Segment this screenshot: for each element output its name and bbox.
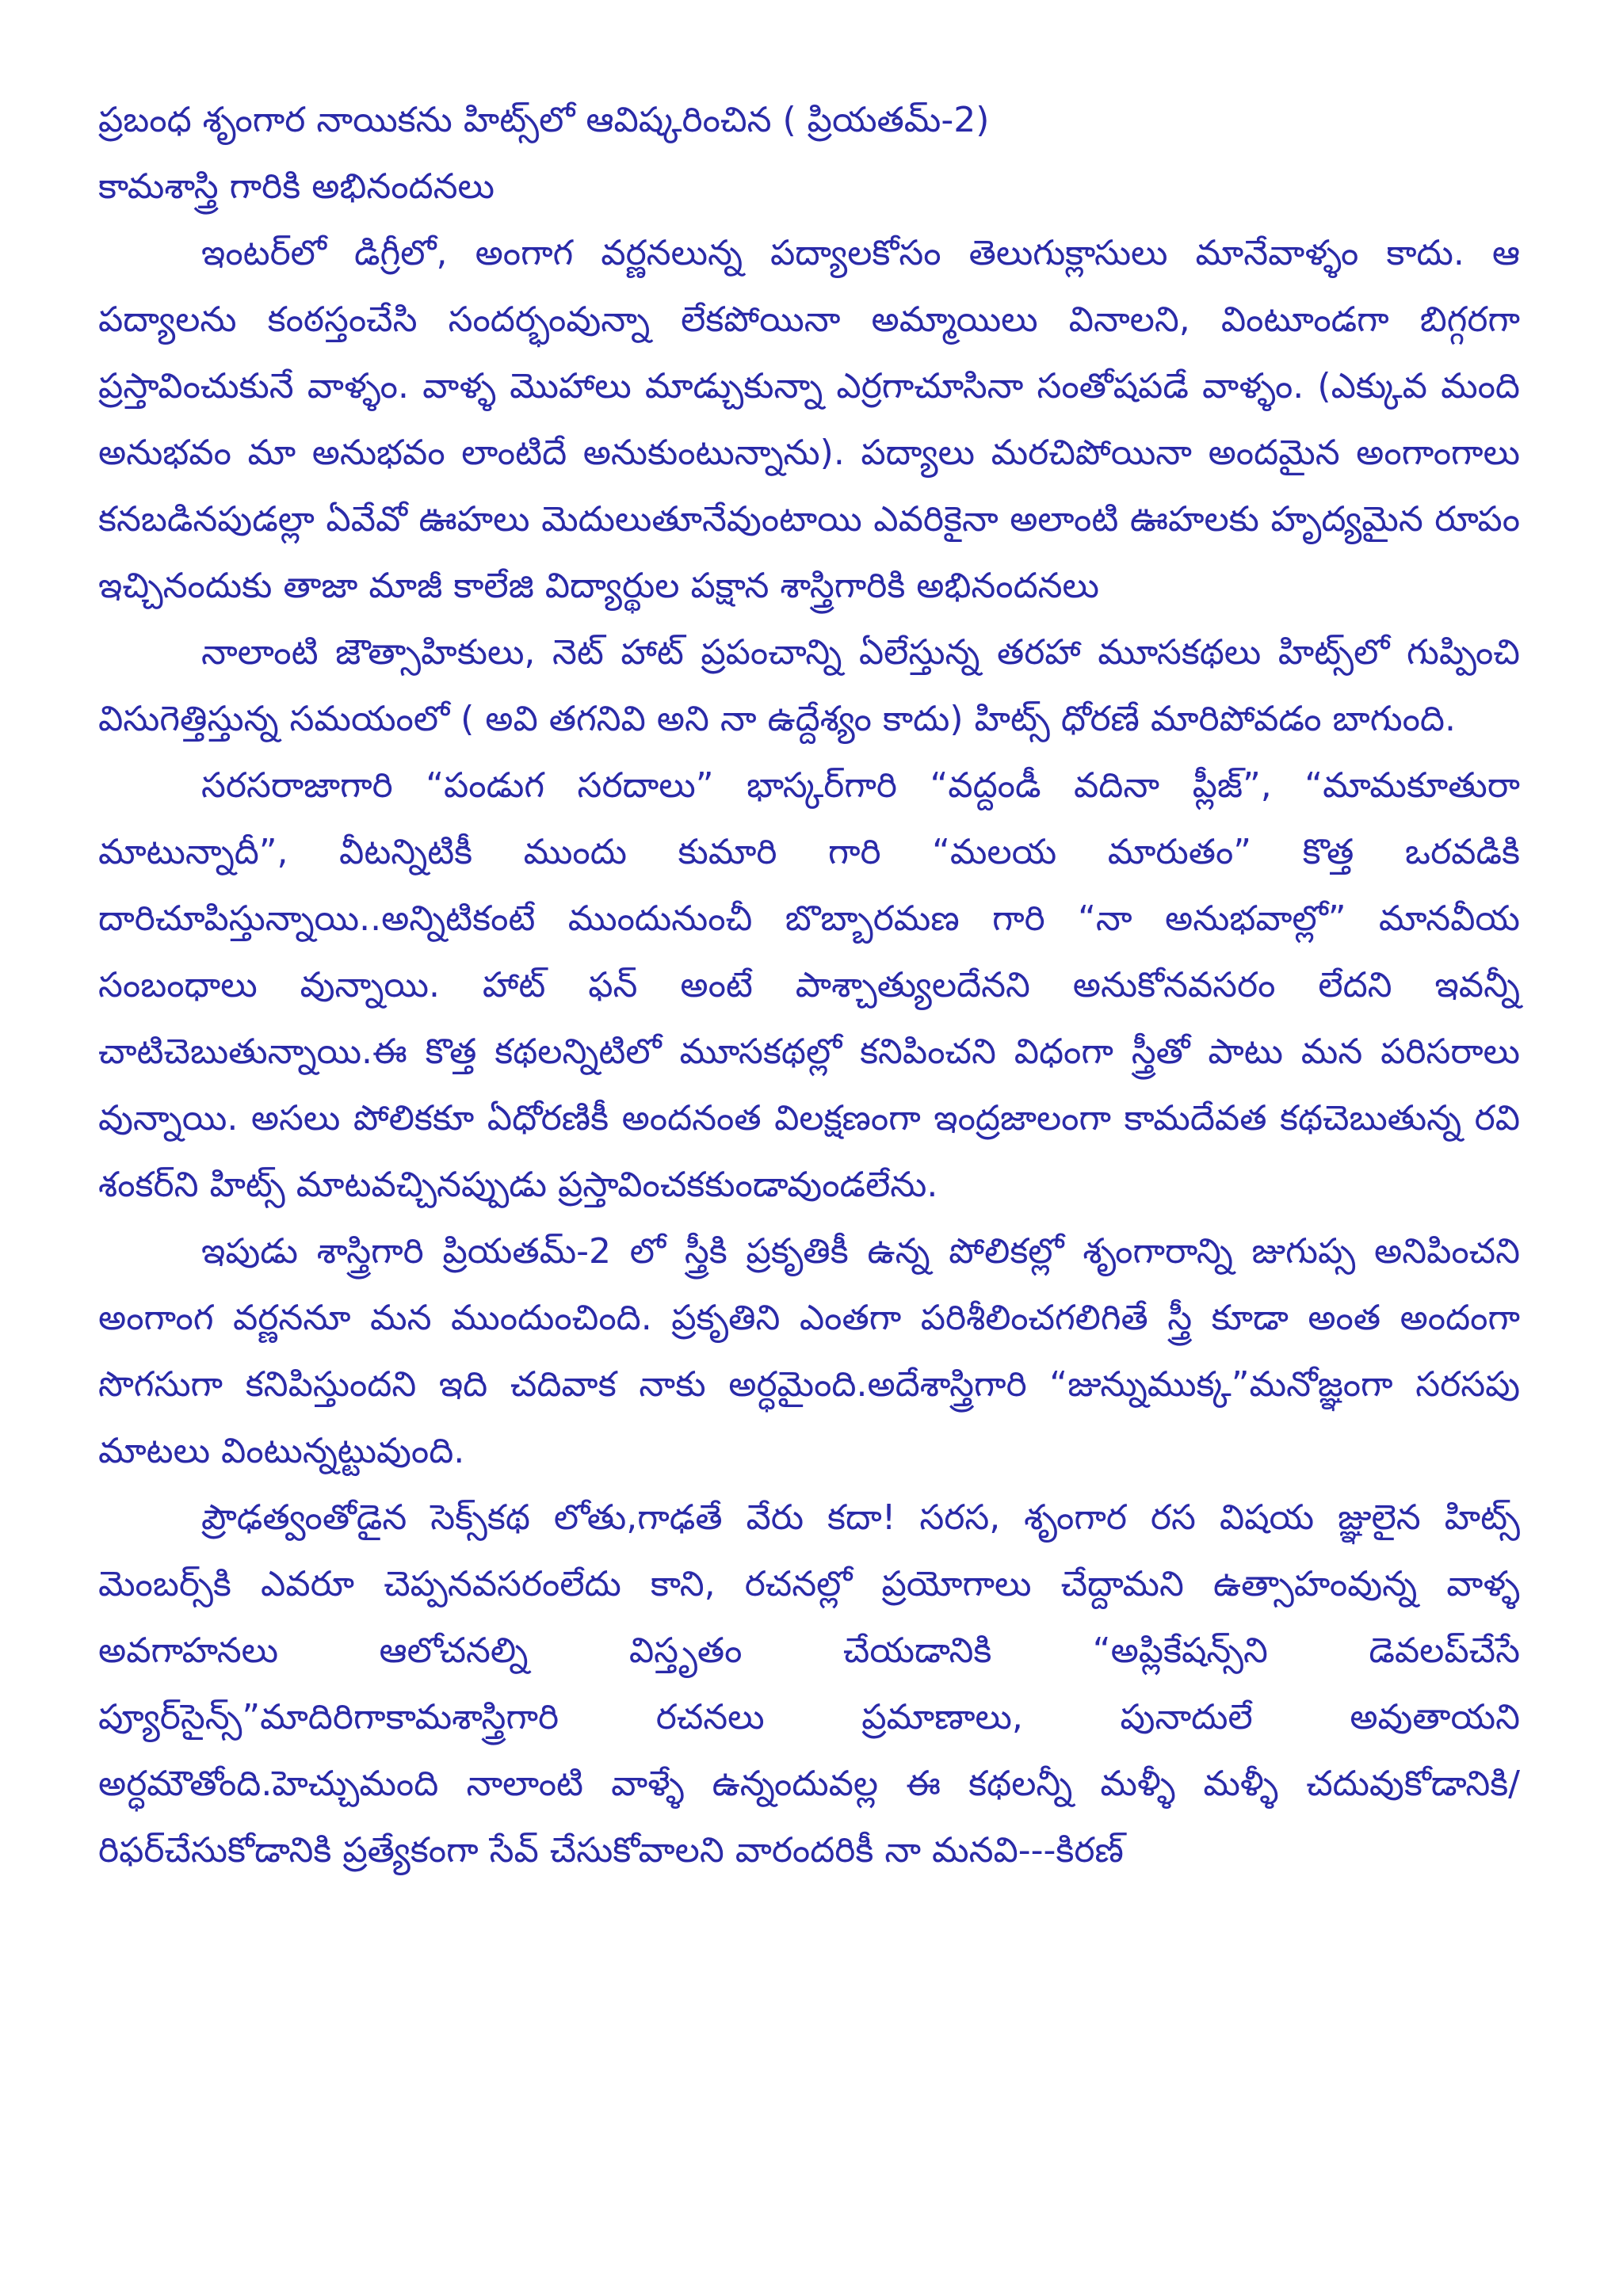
paragraph-5: ప్రౌఢత్వంతోడైన సెక్స్‌కథ లోతు,గాఢతే వేరు కదా! సరస, శృంగార రస విషయ జ్ఞులైన హిట్స్ మెంబర్స్‌కి ఎవరూ చెప్పనవసరంలేదు కాని, రచనల్లో ప్రయోగాలు చేద్దామని ఉత్సాహంవున్న వాళ్ళ అవగాహనలు ఆలోచనల్ని విస్తృతం చేయడానికి “అప్లికేషన్స్‌ని డెవలప్‌చేసే ప్యూర్‌సైన్స్”మాదిరిగాకామశాస్త్రిగారి రచనలు ప్రమాణాలు, పునాదులే అవుతాయని అర్ధమౌతోంది.హెచ్చుమంది నాలాంటి వాళ్ళే ఉన్నందువల్ల ఈ కథలన్నీ మళ్ళీ మళ్ళీ చదువుకోడానికి/రిఫర్‌చేసుకోడానికి ప్రత్యేకంగా సేవ్ చేసుకోవాలని వారందరికీ నా మనవి---కిరణ్: [98, 1497, 1520, 1871]
paragraph-3: సరసరాజాగారి “పండుగ సరదాలు” భాస్కర్‌గారి “వద్దండీ వదినా ప్లీజ్”, “మామకూతురా మాటున్నాదీ”, వీటన్నిటికీ ముందు కుమారి గారి “మలయ మారుతం” కొత్త ఒరవడికి దారిచూపిస్తున్నాయి..అన్నిటికంటే ముందునుంచీ బొబ్బారమణ గారి “నా అనుభవాల్లో” మానవీయ సంబంధాలు వున్నాయి. హాట్ ఫన్ అంటే పాశ్చాత్యులదేనని అనుకోనవసరం లేదని ఇవన్నీ చాటిచెబుతున్నాయి.ఈ కొత్త కథలన్నిటిలో మూసకథల్లో కనిపించని విధంగా స్త్రీతో పాటు మన పరిసరాలు వున్నాయి. అసలు పోలికకూ ఏధోరణికీ అందనంత విలక్షణంగా ఇంద్రజాలంగా కామదేవత కథచెబుతున్న రవి శంకర్‌ని హిట్స్ మాటవచ్చినప్పుడు ప్రస్తావించకకుండావుండలేను.: [98, 765, 1520, 1205]
paragraph-2: నాలాంటి జౌత్సాహికులు, నెట్ హాట్ ప్రపంచాన్ని ఏలేస్తున్న తరహా మూసకథలు హిట్స్‌లో గుప్పించి విసుగెత్తిస్తున్న సమయంలో ( అవి తగనివి అని నా ఉద్దేశ్యం కాదు) హిట్స్ ధోరణే మారిపోవడం బాగుంది.: [98, 632, 1520, 739]
paragraph-1: ఇంటర్‌లో డిగ్రీలో, అంగాగ వర్ణనలున్న పద్యాలకోసం తెలుగుక్లాసులు మానేవాళ్ళం కాదు. ఆ పద్యాలను కంఠస్తంచేసి సందర్భంవున్నా లేకపోయినా అమ్మాయిలు వినాలని, వింటూండగా బిగ్గరగా ప్రస్తావించుకునే వాళ్ళం. వాళ్ళ మొహాలు మాడ్చుకున్నా ఎర్రగాచూసినా సంతోషపడే వాళ్ళం. (ఎక్కువ మంది అనుభవం మా అనుభవం లాంటిదే అనుకుంటున్నాను). పద్యాలు మరచిపోయినా అందమైన అంగాంగాలు కనబడినపుడల్లా ఏవేవో ఊహలు మెదులుతూనేవుంటాయి ఎవరికైనా అలాంటి ఊహలకు హృద్యమైన రూపం ఇచ్చినందుకు తాజా మాజీ కాలేజి విద్యార్థుల పక్షాన శాస్త్రిగారికి అభినందనలు: [98, 233, 1520, 606]
document-title-line-2: కామశాస్త్రి గారికి అభినందనలు: [98, 166, 495, 207]
document-title-line-1: ప్రబంధ శృంగార నాయికను హిట్స్‌లో ఆవిష్కరించిన ( ప్రియతమ్-2): [98, 100, 990, 140]
paragraph-4: ఇపుడు శాస్త్రిగారి ప్రియతమ్-2 లో స్త్రీకి ప్రకృతికీ ఉన్న పోలికల్లో శృంగారాన్ని జుగుప్స అనిపించని అంగాంగ వర్ణననూ మన ముందుంచింది. ప్రకృతిని ఎంతగా పరిశీలించగలిగితే స్త్రీ కూడా అంత అందంగా సొగసుగా కనిపిస్తుందని ఇది చదివాక నాకు అర్ధమైంది.అదేశాస్త్రిగారి “జున్నుముక్క”మనోజ్ఞంగా సరసపు మాటలు వింటున్నట్టువుంది.: [98, 1231, 1520, 1471]
